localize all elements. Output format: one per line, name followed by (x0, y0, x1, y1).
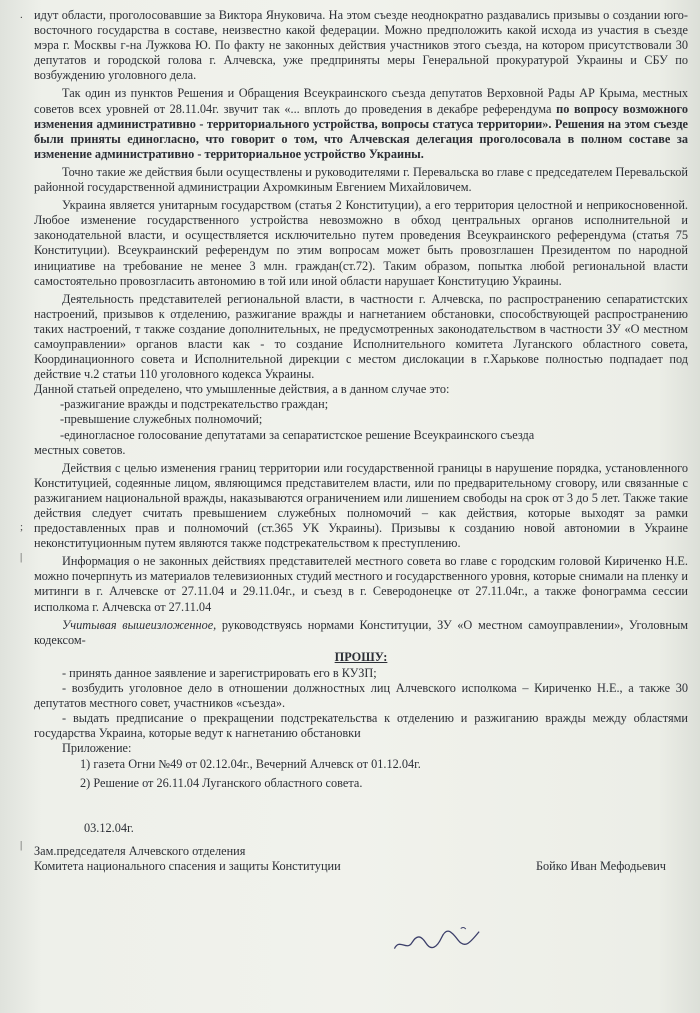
list-item: -превышение служебных полномочий; (60, 412, 263, 427)
appendix-item: 2) Решение от 26.11.04 Луганского областного совета. (80, 775, 363, 790)
appendix-item: 1) газета Огни №49 от 02.12.04г., Вечерний Алчевск от 01.12.04г. (80, 756, 421, 771)
considering-rest: руководствуясь нормами Конституции, ЗУ «О местном самоуправлении», Уголовным кодексом- (34, 617, 688, 647)
paragraph-information: Информация о не законных действиях представителей местного совета во главе с городским головой Кириченко Н.Е. можно почерпнуть из материалов телевизионных студий местного и государственного уровня, которые снимали на пленку и митинги в г. Алчевске от 27.11.04 и 29.11.04г., и съезд в г. Северодонецке от 27.11.04г., а также фонограмма сессии исполкома г. Алчевска от 27.11.04 (34, 554, 688, 614)
request-item: - выдать предписание о прекращении подстрекательства к отделению и разжиганию вражды между областями государства Украина, которые ведут к нагнетанию обстановки (34, 711, 688, 741)
paragraph-article-definition: Данной статьей определено, что умышленные действия, а в данном случае это: (34, 382, 450, 397)
paragraph-perevalsk: Точно такие же действия были осуществлены и руководителями г. Перевальска во главе с председателем Перевальской районной государственной администрации Ахромкиным Евгением Михайловичем. (34, 164, 688, 195)
signatory-position-line2: Комитета национального спасения и защиты Конституции (34, 858, 341, 873)
considering-italic: Учитывая вышеизложенное, (62, 617, 217, 632)
request-item: - принять данное заявление и зарегистрировать его в КУЗП; (62, 665, 377, 680)
punch-mark: ; (20, 521, 24, 533)
punch-mark: | (20, 551, 23, 563)
signatory-name: Бойко Иван Мефодьевич (535, 858, 666, 873)
list-item: -единогласное голосование депутатами за сепаратистское решение Всеукраинского съезда (60, 427, 535, 442)
punch-mark: . (20, 9, 23, 21)
paragraph-border-actions: Действия с целью изменения границ территории или государственной границы в нарушение порядка, установленного Конституцией, содеянные лицом, являющимся представителем власти, или по предварительному сговору, или связанные с разжиганием национальной вражды, наказываются ограничением или лишением свободы на срок от 3 до 5 лет. Также такие действия следует считать превышением служебных полномочий – как действия, которые выходят за рамки предоставленных прав и полномочий (ст.365 УК Украины). Призывы к созданию новой автономии в Украине неконституционным путем являются также подстрекательством к преступлению. (34, 460, 688, 551)
list-item: -разжигание вражды и подстрекательство граждан; (60, 397, 329, 412)
request-heading: ПРОШУ: (334, 649, 388, 664)
paragraph-resolution-text: Так один из пунктов Решения и Обращения Всеукраинского съезда депутатов Верховной Рады АР Крыма, местных советов всех уровней от 28.11.04г. звучит так «... вплоть до проведения в декабре референдума (34, 86, 688, 116)
paragraph-considering (34, 618, 688, 648)
signature-row (34, 859, 688, 874)
handwritten-signature (391, 923, 485, 961)
paragraph-activity: Деятельность представителей региональной власти, в частности г. Алчевска, по распространению сепаратистских настроений, призывов к отделению, разжигание вражды и нагнетанием обстановки, способствующей распространению таких настроений, т также создание дополнительных, не предусмотренных законодательством в частности ЗУ «О местном самоуправлении» органов власти как - то создание Исполнительного комитета Луганского областного совета, Координационного совета и Исполнительной дирекции с местом дислокации в г.Харькове полностью подпадает под действие ч.2 статьи 110 уголовного кодекса Украины. (34, 291, 688, 382)
paragraph-intro: идут области, проголосовавшие за Виктора Януковича. На этом съезде неоднократно раздавались призывы о создании юго-восточного государства в составе, неизвестно какой федерации. Можно предположить какой исхода из участия в съезде мэра г. Москвы г-на Лужкова Ю. По факту не законных действия участников этого съезда, на котором присутствовали 30 депутатов и городской голова г. Алчевска, уже предприняты меры Генеральной прокуратурой Украины и СБУ по возбуждению уголовного дела. (34, 8, 688, 83)
document-date: 03.12.04г. (84, 820, 134, 835)
paragraph-resolution (34, 86, 688, 161)
signatory-position-line1: Зам.председателя Алчевского отделения (34, 843, 246, 858)
paragraph-constitution: Украина является унитарным государством (статья 2 Конституции), а его территория целостной и неприкосновенной. Любое изменение государственного устройства невозможно в обход центральных органов исполнительной и законодательной власти, и осуществляется исключительно путем проведения Всеукраинского референдума (статья 75 Конституции). Всеукраинский референдум по этим вопросам может быть провозглашен Президентом по народной инициативе на требование не менее 3 млн. граждан(ст.72). Таким образом, попытка любой региональной власти самостоятельно провозгласить автономию в той или иной области нарушает Конституцию Украины. (34, 198, 688, 288)
paragraph-local-councils: местных советов. (34, 442, 126, 457)
violation-list (34, 397, 688, 442)
punch-mark: | (20, 839, 23, 851)
appendix-title: Приложение: (62, 741, 132, 756)
spacer (34, 795, 688, 821)
appendix-list (34, 757, 688, 791)
request-item: - возбудить уголовное дело в отношении должностных лиц Алчевского исполкома – Кириченко Н.Е., а также 30 депутатов местного совет, участников «съезда». (34, 681, 688, 711)
signature-scribble (391, 923, 485, 956)
paragraph-resolution-bold: по вопросу возможного изменения административно - территориального устройства, вопросы статуса территории». Решения на этом съезде были приняты единогласно, что говорит о том, что Алчевская делегация проголосовала в полном составе за изменение административно - территориальное устройство Украины. (34, 101, 688, 161)
